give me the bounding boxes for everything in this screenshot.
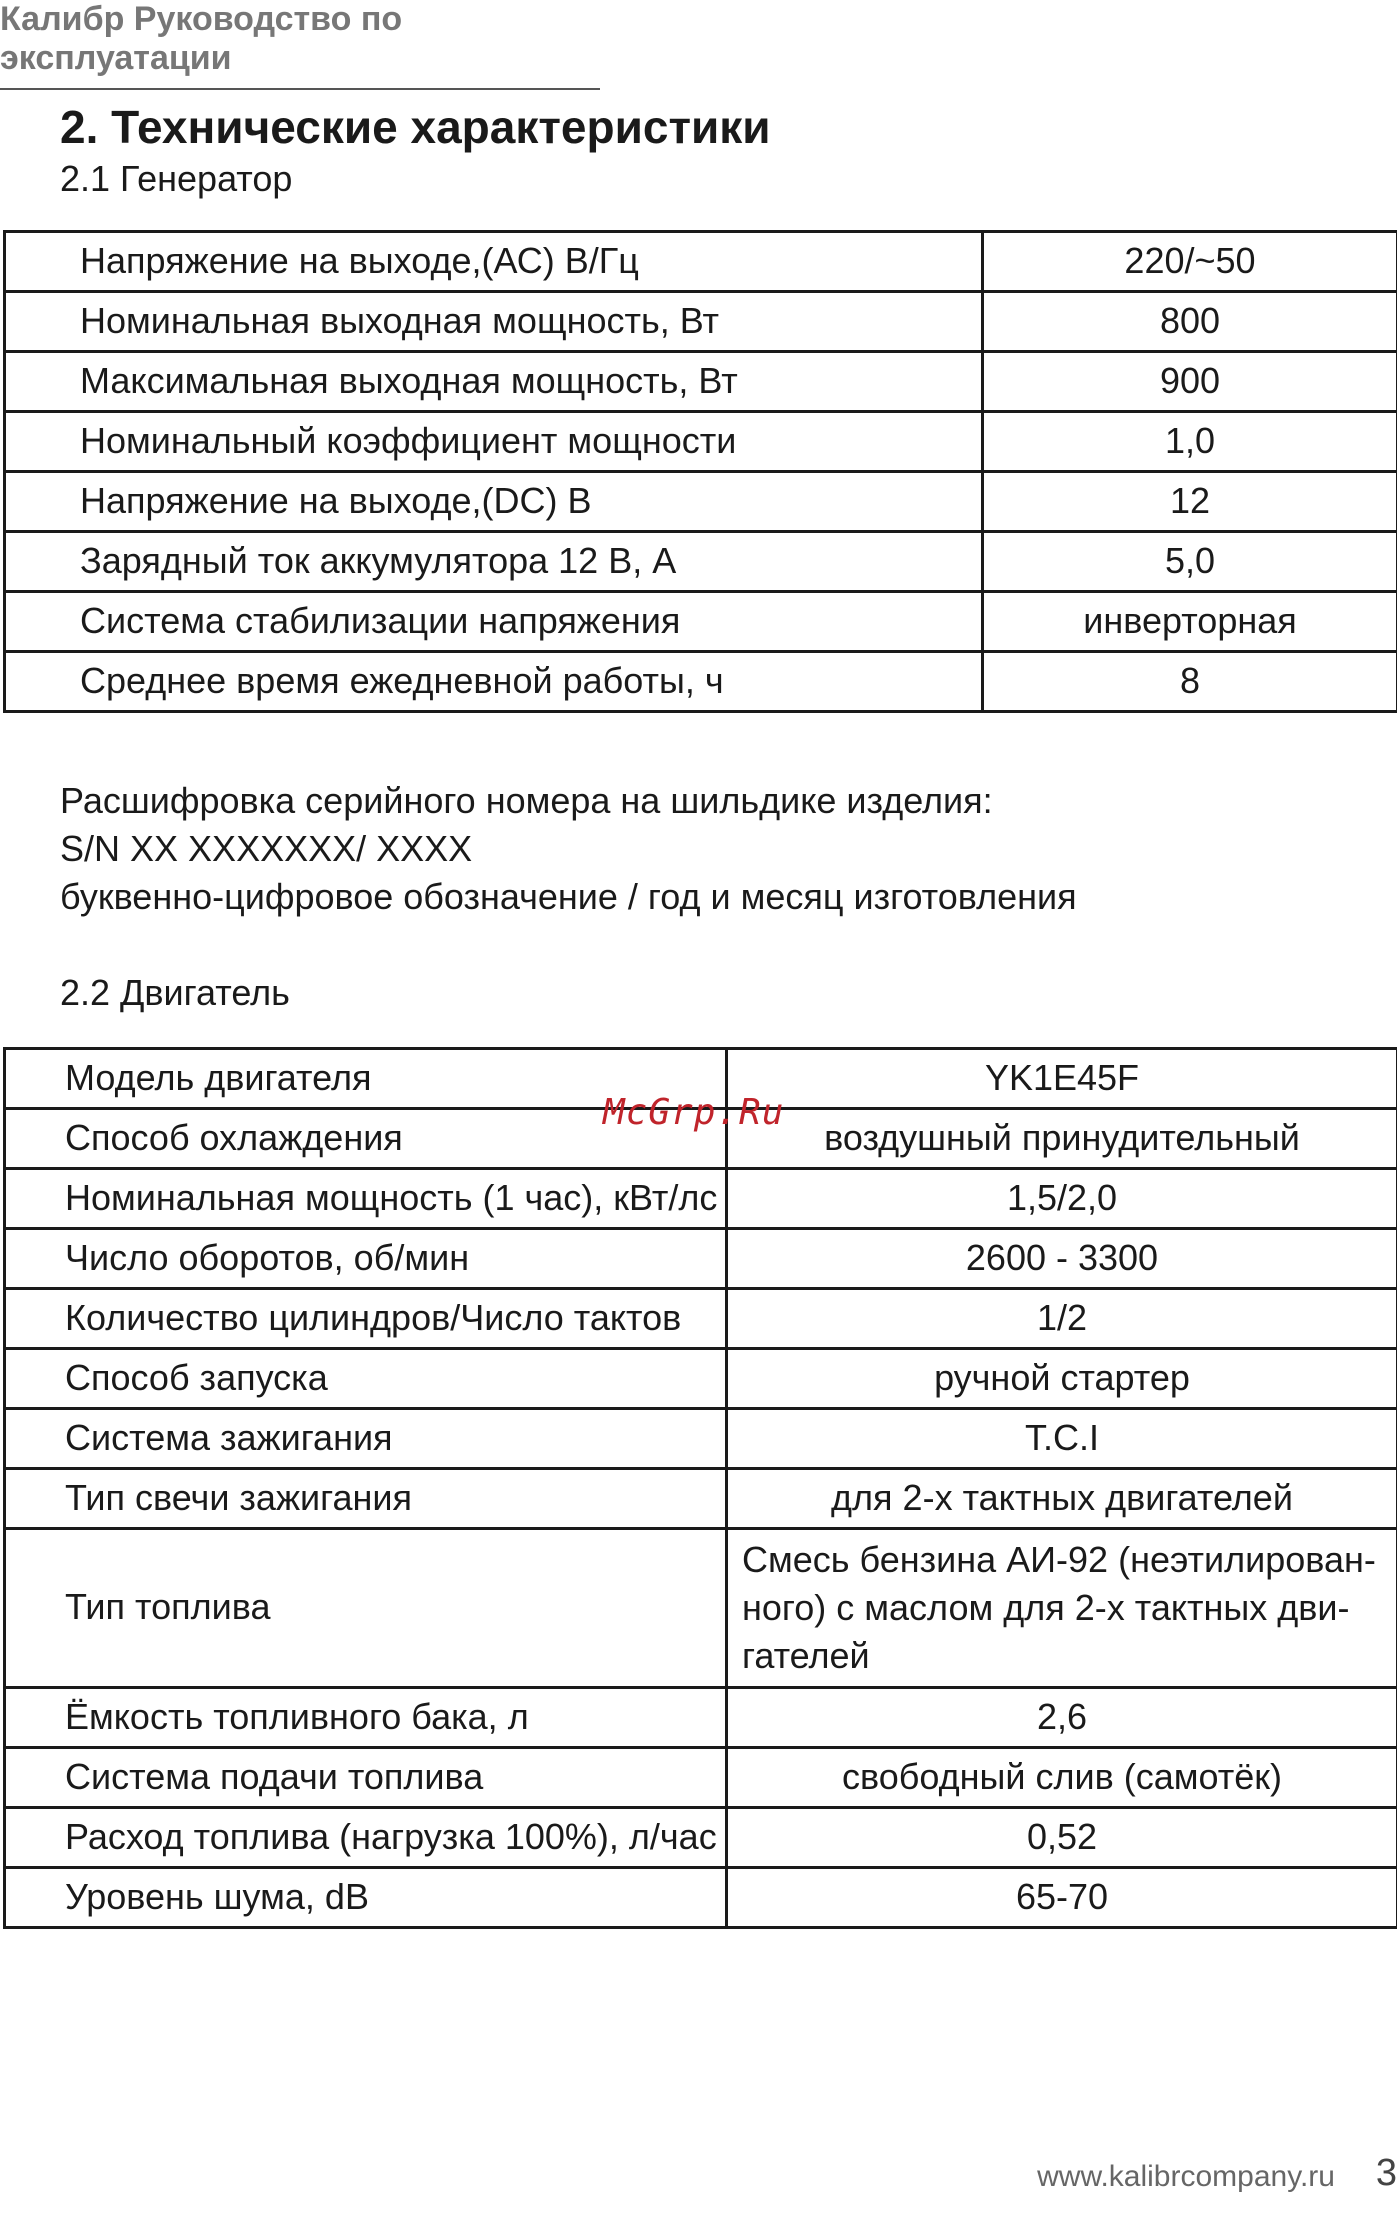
spec-label: Зарядный ток аккумулятора 12 В, А: [5, 532, 983, 592]
spec-value: 900: [983, 352, 1397, 412]
spec-value: инверторная: [983, 592, 1397, 652]
generator-spec-table: [3, 230, 1397, 713]
spec-value: YK1E45F: [727, 1049, 1397, 1109]
spec-label: Система зажигания: [5, 1409, 727, 1469]
spec-value: 1,0: [983, 412, 1397, 472]
spec-label: Максимальная выходная мощность, Вт: [5, 352, 983, 412]
serial-number-description: [60, 777, 1077, 921]
spec-label: Номинальная выходная мощность, Вт: [5, 292, 983, 352]
spec-label: Система стабилизации напряжения: [5, 592, 983, 652]
table-row: [5, 1409, 1397, 1469]
serial-line: S/N XX XXXXXXX/ XXXX: [60, 828, 473, 869]
section-title: 2. Технические характеристики: [60, 101, 771, 153]
spec-label: Число оборотов, об/мин: [5, 1229, 727, 1289]
spec-value: 5,0: [983, 532, 1397, 592]
table-row: [5, 532, 1397, 592]
spec-label: Ёмкость топливного бака, л: [5, 1687, 727, 1747]
page-number: 3: [1375, 2152, 1397, 2194]
table-row: [5, 352, 1397, 412]
table-row: [5, 412, 1397, 472]
engine-spec-table: [3, 1047, 1397, 1929]
spec-label: Система подачи топлива: [5, 1747, 727, 1807]
table-row: [5, 1529, 1397, 1688]
table-row: [5, 1289, 1397, 1349]
footer-url: www.kalibrcompany.ru: [1037, 2160, 1335, 2193]
spec-value: 220/~50: [983, 232, 1397, 292]
spec-label: Среднее время ежедневной работы, ч: [5, 652, 983, 712]
spec-label: Количество цилиндров/Число тактов: [5, 1289, 727, 1349]
spec-label: Напряжение на выходе,(DC) В: [5, 472, 983, 532]
spec-label: Напряжение на выходе,(АС) В/Гц: [5, 232, 983, 292]
serial-line: Расшифровка серийного номера на шильдике изделия:: [60, 780, 993, 821]
table-row: [5, 1229, 1397, 1289]
spec-label: Способ запуска: [5, 1349, 727, 1409]
spec-value: 65-70: [727, 1867, 1397, 1927]
spec-value: свободный слив (самотёк): [727, 1747, 1397, 1807]
spec-label: Способ охлаждения: [5, 1109, 727, 1169]
spec-value: 0,52: [727, 1807, 1397, 1867]
table-row: [5, 592, 1397, 652]
spec-label: Номинальный коэффициент мощности: [5, 412, 983, 472]
table-row: [5, 472, 1397, 532]
spec-value: 1,5/2,0: [727, 1169, 1397, 1229]
spec-value-line: ного) с маслом для 2-х тактных дви-: [742, 1586, 1350, 1628]
table-row: [5, 1169, 1397, 1229]
spec-value: [727, 1529, 1397, 1688]
spec-value: 8: [983, 652, 1397, 712]
spec-value: T.C.I: [727, 1409, 1397, 1469]
spec-label: Тип топлива: [5, 1529, 727, 1688]
table-row: [5, 1867, 1397, 1927]
spec-label: Модель двигателя: [5, 1049, 727, 1109]
table-row: [5, 1807, 1397, 1867]
spec-value: 1/2: [727, 1289, 1397, 1349]
spec-value: 800: [983, 292, 1397, 352]
spec-value-line: Смесь бензина АИ-92 (неэтилирован-: [742, 1539, 1376, 1580]
spec-label: Номинальная мощность (1 час), кВт/лс: [5, 1169, 727, 1229]
watermark: McGrp.Ru: [603, 1092, 785, 1133]
spec-label: Уровень шума, dB: [5, 1867, 727, 1927]
table-row: [5, 1469, 1397, 1529]
table-row: [5, 292, 1397, 352]
spec-value-line: гателей: [742, 1634, 870, 1676]
spec-value: 12: [983, 472, 1397, 532]
spec-value: 2,6: [727, 1687, 1397, 1747]
spec-value: ручной стартер: [727, 1349, 1397, 1409]
serial-line: буквенно-цифровое обозначение / год и месяц изготовления: [60, 876, 1077, 917]
running-header: Калибр Руководство по эксплуатации: [0, 0, 600, 90]
spec-label: Тип свечи зажигания: [5, 1469, 727, 1529]
spec-label: Расход топлива (нагрузка 100%), л/час: [5, 1807, 727, 1867]
engine-subtitle: 2.2 Двигатель: [60, 972, 290, 1013]
table-row: [5, 232, 1397, 292]
spec-value: 2600 - 3300: [727, 1229, 1397, 1289]
table-row: [5, 1747, 1397, 1807]
table-row: [5, 1349, 1397, 1409]
spec-value: воздушный принудительный: [727, 1109, 1397, 1169]
spec-value: для 2-х тактных двигателей: [727, 1469, 1397, 1529]
table-row: [5, 1687, 1397, 1747]
generator-subtitle: 2.1 Генератор: [60, 158, 293, 199]
table-row: [5, 652, 1397, 712]
